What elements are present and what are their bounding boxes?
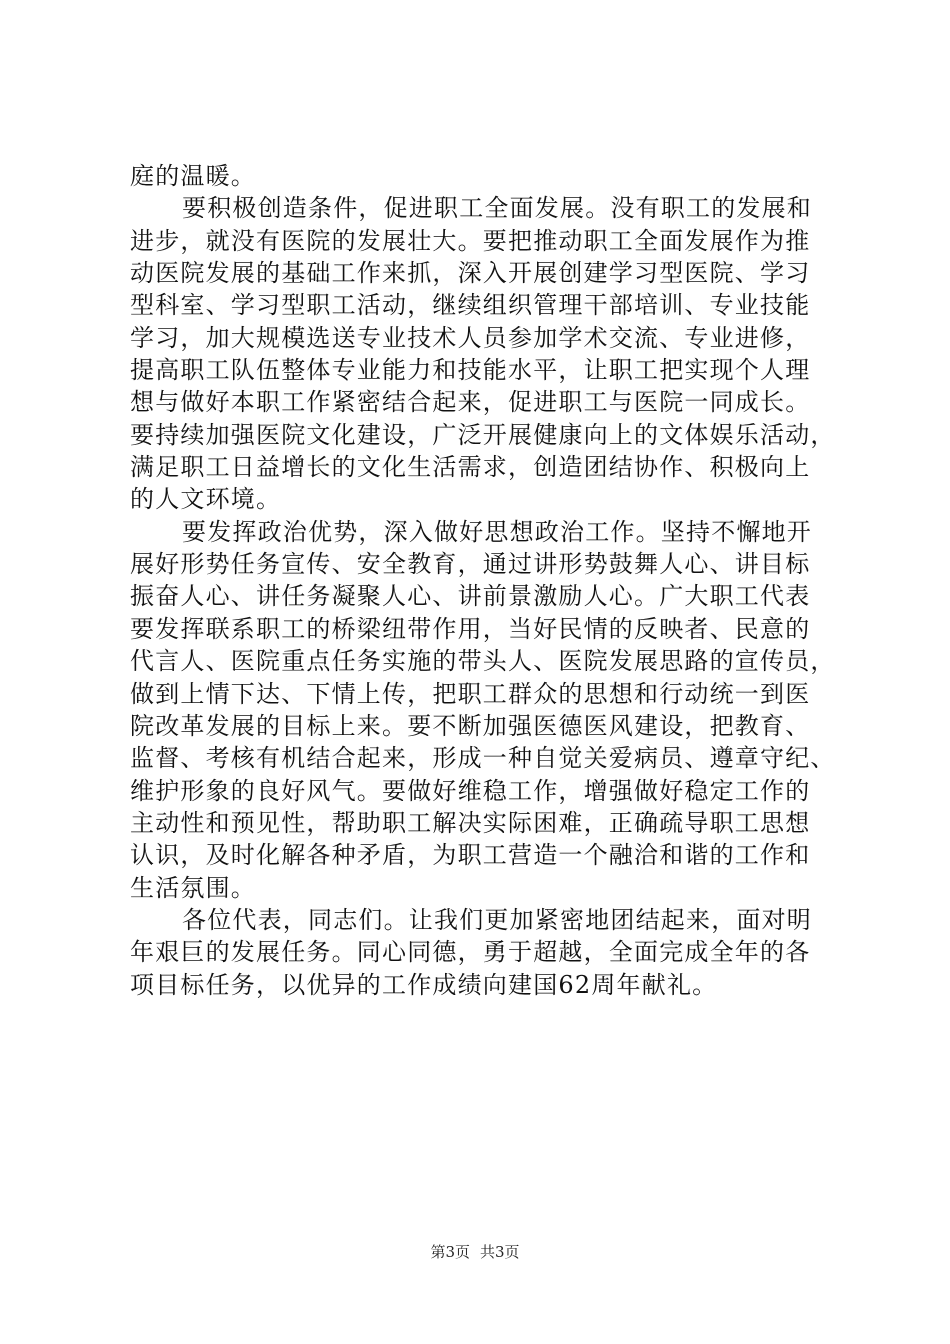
- paragraph-first-line: 要积极创造条件，促进职工全面发展。没有职工的发展和: [182, 194, 812, 223]
- text-line: 代言人、医院重点任务实施的带头人、医院发展思路的宣传员，: [130, 647, 836, 676]
- text-line: 庭的温暖。: [130, 162, 256, 190]
- text-line: 满足职工日益增长的文化生活需求，创造团结协作、积极向上: [130, 453, 811, 482]
- text-line: 认识，及时化解各种矛盾，为职工营造一个融洽和谐的工作和: [130, 841, 811, 870]
- text-line: 年艰巨的发展任务。同心同德，勇于超越，全面完成全年的各: [130, 938, 811, 967]
- document-body: [130, 160, 836, 1001]
- page-footer: [0, 1242, 950, 1262]
- text-line: 项目标任务，以优异的工作成绩向建国62周年献礼。: [130, 970, 718, 999]
- text-line: 要持续加强医院文化建设，广泛开展健康向上的文体娱乐活动，: [130, 420, 836, 449]
- text-line: 院改革发展的目标上来。要不断加强医德医风建设，把教育、: [130, 711, 811, 740]
- text-line: 的人文环境。: [130, 485, 282, 514]
- text-line: 提高职工队伍整体专业能力和技能水平，让职工把实现个人理: [130, 356, 811, 385]
- text-line: 学习，加大规模选送专业技术人员参加学术交流、专业进修，: [130, 323, 811, 352]
- page-number-current: 第3页: [430, 1243, 470, 1261]
- text-line: 型科室、学习型职工活动，继续组织管理干部培训、专业技能: [130, 291, 811, 320]
- text-line: 想与做好本职工作紧密结合起来，促进职工与医院一同成长。: [130, 388, 811, 417]
- text-line: 主动性和预见性，帮助职工解决实际困难，正确疏导职工思想: [130, 808, 811, 837]
- text-line: 做到上情下达、下情上传，把职工群众的思想和行动统一到医: [130, 679, 811, 708]
- text-line: 振奋人心、讲任务凝聚人心、讲前景激励人心。广大职工代表: [130, 582, 811, 611]
- page-number-total: 共3页: [480, 1243, 520, 1261]
- text-line: 展好形势任务宣传、安全教育，通过讲形势鼓舞人心、讲目标: [130, 550, 811, 579]
- text-line: 动医院发展的基础工作来抓，深入开展创建学习型医院、学习: [130, 259, 811, 288]
- text-line: 维护形象的良好风气。要做好维稳工作，增强做好稳定工作的: [130, 776, 811, 805]
- text-line: 要发挥联系职工的桥梁纽带作用，当好民情的反映者、民意的: [130, 614, 811, 643]
- paragraph-first-line: 要发挥政治优势，深入做好思想政治工作。坚持不懈地开: [182, 517, 812, 546]
- text-line: 监督、考核有机结合起来，形成一种自觉关爱病员、遵章守纪、: [130, 744, 836, 773]
- paragraph-first-line: 各位代表，同志们。让我们更加紧密地团结起来，面对明: [182, 905, 812, 934]
- text-line: 进步，就没有医院的发展壮大。要把推动职工全面发展作为推: [130, 226, 811, 255]
- text-line: 生活氛围。: [130, 873, 256, 902]
